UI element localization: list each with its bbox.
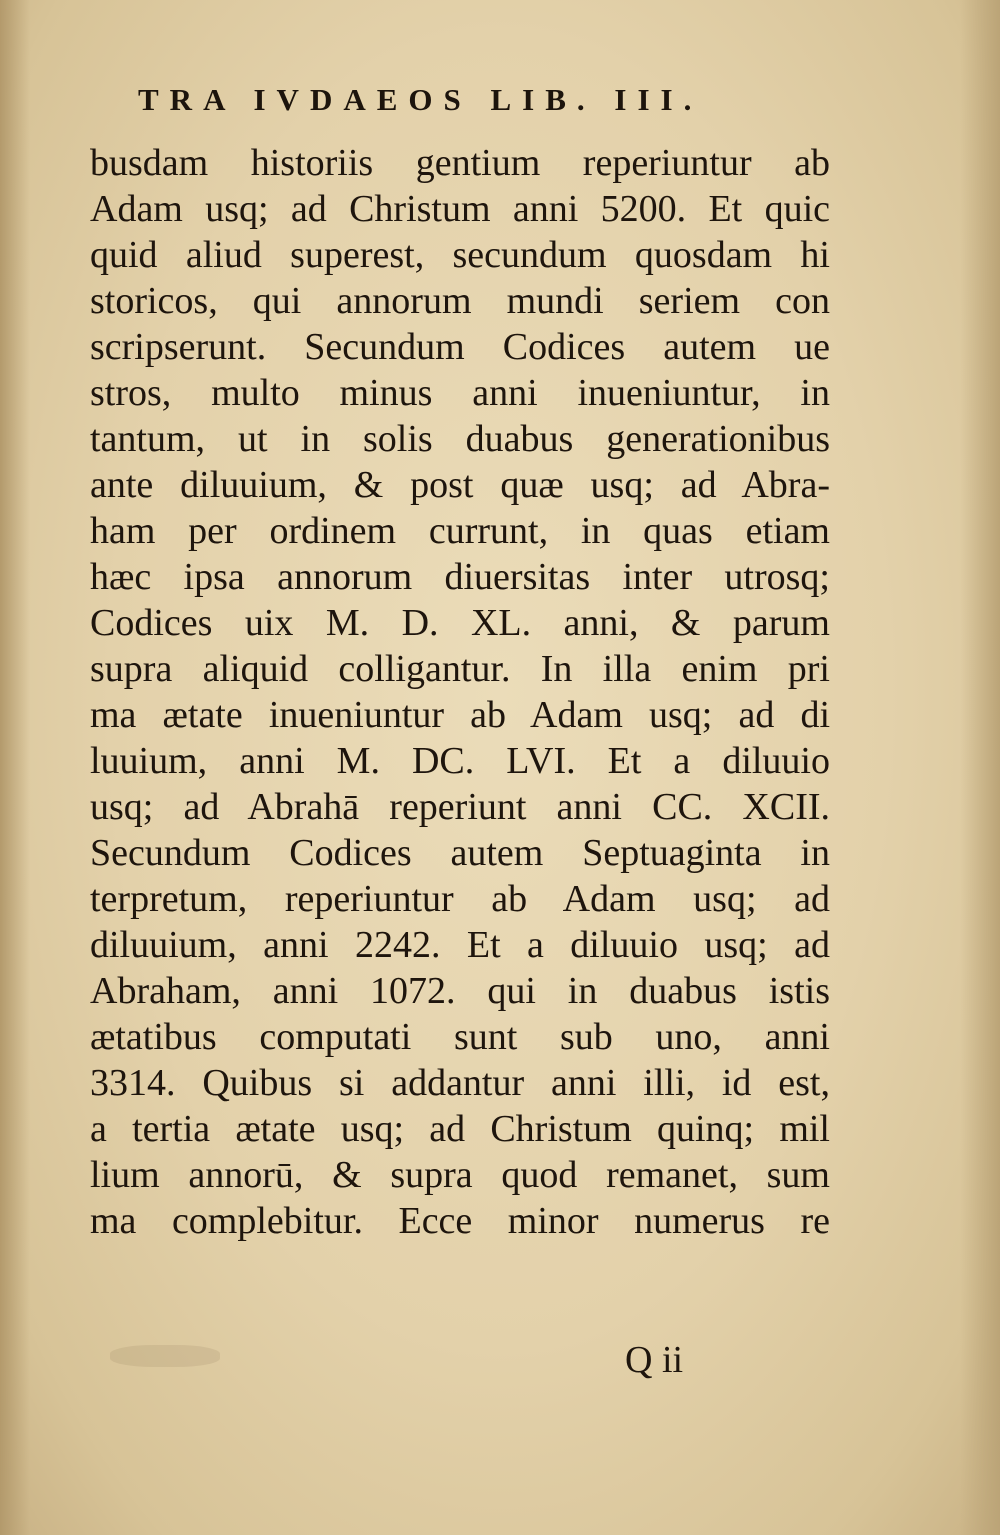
text-line: ma complebitur. Ecce minor numerus re <box>90 1200 830 1242</box>
text-line: storicos, qui annorum mundi seriem con <box>90 280 830 322</box>
text-line: Secundum Codices autem Septuaginta in <box>90 832 830 874</box>
text-line: quid aliud superest, secundum quosdam hi <box>90 234 830 276</box>
text-line: tantum, ut in solis duabus generationibus <box>90 418 830 460</box>
signature-mark: Q ii <box>625 1339 684 1381</box>
text-line: busdam historiis gentium reperiuntur ab <box>90 142 830 184</box>
text-line: Adam usq; ad Christum anni 5200. Et quic <box>90 188 830 230</box>
text-line: Codices uix M. D. XL. anni, & parum <box>90 602 830 644</box>
running-head: TRA IVDAEOS LIB. III. <box>138 82 703 117</box>
text-line: hæc ipsa annorum diuersitas inter utrosq; <box>90 556 830 598</box>
text-line: diluuium, anni 2242. Et a diluuio usq; ad <box>90 924 830 966</box>
text-line: a tertia ætate usq; ad Christum quinq; mil <box>90 1108 830 1150</box>
text-line: usq; ad Abrahā reperiunt anni CC. XCII. <box>90 786 830 828</box>
text-line: ætatibus computati sunt sub uno, anni <box>90 1016 830 1058</box>
text-line: ham per ordinem currunt, in quas etiam <box>90 510 830 552</box>
text-line: supra aliquid colligantur. In illa enim pri <box>90 648 830 690</box>
text-line: lium annorū, & supra quod remanet, sum <box>90 1154 830 1196</box>
text-line: 3314. Quibus si addantur anni illi, id est, <box>90 1062 830 1104</box>
text-line: terpretum, reperiuntur ab Adam usq; ad <box>90 878 830 920</box>
body-text <box>90 140 830 1244</box>
text-line: ante diluuium, & post quæ usq; ad Abra- <box>90 464 830 506</box>
text-line: ma ætate inueniuntur ab Adam usq; ad di <box>90 694 830 736</box>
text-line: stros, multo minus anni inueniuntur, in <box>90 372 830 414</box>
text-line: Abraham, anni 1072. qui in duabus istis <box>90 970 830 1012</box>
text-line: scripserunt. Secundum Codices autem ue <box>90 326 830 368</box>
paper-stain <box>110 1345 220 1367</box>
text-line: luuium, anni M. DC. LVI. Et a diluuio <box>90 740 830 782</box>
